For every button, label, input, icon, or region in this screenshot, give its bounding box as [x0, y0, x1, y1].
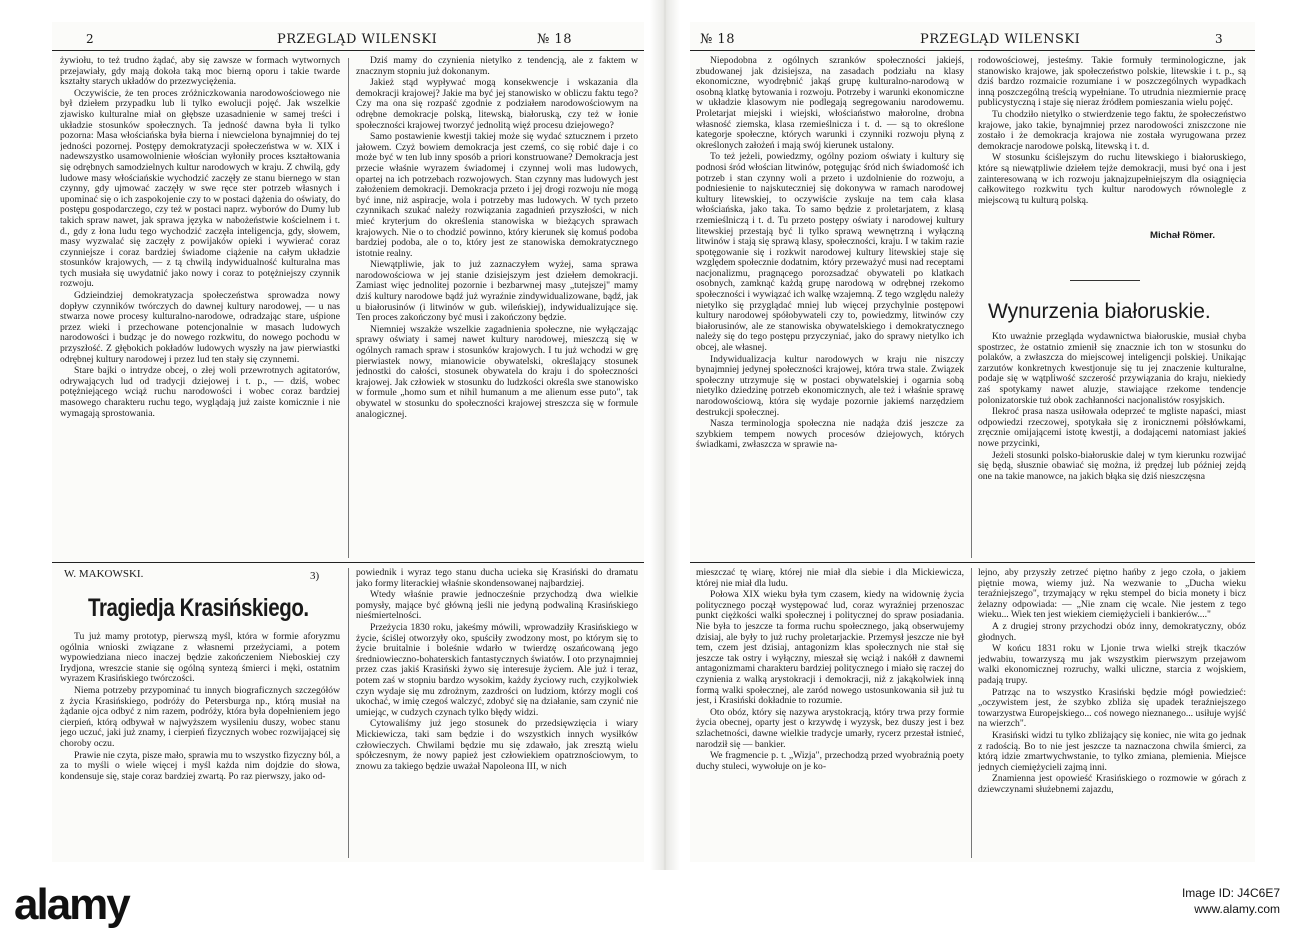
paragraph: Oczywiście, że ten proces zróżniczkowania narodowościowego nie był dziełem przypadku lub li tylko ewolucji pojęć. Jak wszelkie zjawisko kulturalne miał on głębsze uzasadnienie w samej treści i układzie stosunków społecznych. Ta jedność dawna była li tylko pozorna: Masa włościańska była bierna i niewcielona bynajmniej do tej jedności pozornej. Postępy demokratyzacji społeczeństwa w w. XIX i nadewszystko usamowolnienie włościan wyłoniły proces kształtowania się odrębnych samodzielnych kultur narodowych w kraju. Z chwilą, gdy ludowe masy włościańskie wychodzić zaczęły ze stanu biernego w stan czynny, gdy ujmować zaczęły w swe ręce ster potrzeb własnych i upominać się o ich zaspokojenie czy to w postaci dążenia do oświaty, do postępu gospodarczego, czy też w postaci naprz. wyborów do Dumy lub takich spraw nawet, jak sprawa języka w nabożeństwie kościelnem i t. d., gdy z łona ludu tego wychodzić zaczęła inteligencja, gdy, słowem, masy wyzwalać się zaczęły z powijaków opieki i wywierać coraz czynniejsze i coraz bardziej świadome ciążenie na całym układzie stosunków krajowych, — z tą chwilą indywidualność kulturalna mas tych musiała się uwydatnić jako nowy i coraz to potężniejszy czynnik rozwoju. [60, 87, 340, 290]
left-section-rule [52, 562, 644, 563]
article-signature: Michał Römer. [1150, 230, 1216, 241]
right-issue-number: № 18 [700, 32, 735, 47]
left-top-column-1 [60, 56, 340, 561]
paragraph: Indywidualizacja kultur narodowych w kraju nie niszczy bynajmniej jedynej społeczności krajowej, która trwa stale. Związek społeczny utrzymuje się w postaci obywatelskiej i ogarnia sobą nietylko dziedzinę potrzeb ekonomicznych, ale też i właśnie sprawę narodowościową, która się wydaje pozornie jakiemś narzędziem destrukcji społecznej. [696, 353, 964, 418]
stock-footer [0, 870, 1300, 940]
paragraph: lejno, aby przyszły zetrzeć piętno hańby z jego czoła, o jakiem piętnie mowa, wiemy już. Na wezwanie to „Ducha wieku teraźniejszego", trzymający w ręku stempel do bicia monety i bicz żelazny odpowiada: — „Nie znam cię wcale. Nie jestem z tego wieku... Wiek ten jest wiekiem ciemiężycieli i bankierów...." [978, 568, 1246, 621]
left-top-column-2 [356, 56, 638, 561]
paragraph: A z drugiej strony przychodzi obóz inny, demokratyczny, obóz głodnych. [978, 620, 1246, 643]
stock-id-line: Image ID: J4C6E7 [1181, 886, 1280, 900]
right-running-head [690, 32, 1255, 52]
paragraph: Tu chodziło nietylko o stwierdzenie tego faktu, że społeczeństwo krajowe, jako takie, bynajmniej przez narodowości zniszczone nie zostało i że demokracja krajowa nie została wyrugowana przez demokracje narodowe polską, litewską i t. d. [978, 108, 1246, 152]
paragraph: Wtedy właśnie prawie jednocześnie przychodzą dwa wielkie pomysły, mające być główną jeśli nie jedyną podwaliną Krasińskiego nieśmiertelności. [356, 589, 638, 622]
paragraph: Dziś mamy do czynienia nietylko z tendencją, ale z faktem w znacznym stopniu już dokonanym. [356, 56, 638, 77]
left-page [52, 22, 644, 862]
paragraph: Kto uważnie przegląda wydawnictwa białoruskie, musiał chyba spostrzec, że ostatnio zmienił się znacznie ich ton w stosunku do polaków, a zwłaszcza do miejscowej inteligencji polskiej. Unikając zarzutów konkretnych kwestjonuje się tu jej znaczenie kulturalne, podaje się w wątpliwość szczerość przywiązania do kraju, niekiedy zaś spotykamy nawet aluzje, stawiające rzekome tendencje polonizatorskie tuż obok zachłanności nacjonalistów rosyjskich. [978, 332, 1246, 406]
paragraph: Ilekroć prasa nasza usiłowała odeprzeć te mgliste napaści, miast odpowiedzi rzeczowej, spotykała się z ironicznemi półsłówkami, zręcznie omijającemi istotę kwestji, a dodającemi natomiast jakieś nowe przycinki, [978, 406, 1246, 449]
right-top-column-2-continued [978, 332, 1246, 560]
paragraph: Niepodobna z ogólnych szranków społeczności jakiejś, zbudowanej jak dzisiejsza, na zasadach podziału na klasy ekonomiczne, wyodrębnić jakąś grupę kulturalno-narodową w osobną klatkę bytowania i rozwoju. Potrzeby i warunki ekonomiczne w układzie klasowym nie podlegają segregowaniu narodowemu. Proletarjat miejski i wiejski, włościaństwo małorolne, drobna własność ziemska, klasa rzemieślnicza i t. d. — są to określone kategorje społeczne, których warunki i czynniki rozwoju płyną z określonych założeń i mają swój kierunek ustalony. [696, 56, 964, 151]
paragraph: Nasza terminologja społeczna nie nadąża dziś jeszcze za szybkiem tempem nowych procesów dziejowych, których świadkami, zwłaszcza w sprawie na- [696, 418, 964, 451]
paragraph: Znamienna jest opowieść Krasińskiego o rozmowie w górach z dziewczynami służebnemi zajazdu, [978, 773, 1246, 795]
paragraph: Stare bajki o intrydze obcej, o złej woli przewrotnych agitatorów, odrywających lud od tradycji dziejowej i t. p., — dziś, wobec potężniejącego wciąż ruchu narodowości i wobec coraz bardziej masowego charakteru ruchu tego, wyglądają już zaiste komicznie i nie wymagają sprostowania. [60, 365, 340, 419]
paragraph: Niewątpliwie, jak to już zaznaczyłem wyżej, sama sprawa narodowościowa w jej stanie dzisiejszym jest dziełem demokracji. Zamiast więc jednolitej pozornie i bezbarwnej masy „tutejszej" mamy dziś kultury narodowe bądź już wyraźnie zindywidualizowane, bądź, jak u białorusinów (i litwinów w gub. wileńskiej), indywidualizujące się. Ten proces zakończony być musi i zakończony będzie. [356, 259, 638, 324]
paragraph: We fragmencie p. t. „Wizja", przechodzą przed wyobraźnią poety duchy stuleci, wywołuje on je ko- [696, 750, 964, 772]
left-top-column-divider [348, 58, 349, 558]
paragraph: To też jeżeli, powiedzmy, ogólny poziom oświaty i kultury się podnosi śród włościan litwinów, potęgując śród nich świadomość ich potrzeb i stan czynny woli a przeto i uzdolnienie do rozwoju, a podniesienie to najskuteczniej się dokonywa w ramach narodowej kultury litewskiej, to oczywiście zyskuje na tem cała klasa włościańska, jako taka. To samo będzie z proletarjatem, z klasą rzemieślniczą i t. d. Tu przeto postępy oświaty i narodowej kultury litewskiej przestają być li tylko sprawą wewnętrzną i wyłączną litwinów i stają się sprawą klasy, społeczności, kraju. I w takim razie spotęgowanie się i rozkwit narodowej kultury litewskiej staje się względem społecznie dodatnim, który przeważyć musi nad receptami nacjonalizmu, pragnącego porozsadzać obywateli po klatkach osobnych, zamknąć każdą grupę narodową w odrębnej rzekomo społeczności i wywiązać ich walkę wzajemną. Z tego względu należy nietylko się przyglądać mniej lub więcej przychylnie postępowi kultury narodowej spółobywateli czy to, powiedzmy, litwinów czy białorusinów, ale ze stanowiska obywatelskiego i demokratycznego należy się do tego postępu przyczyniać, jako do sprawy nietylko ich obcej, ale własnej. [696, 151, 964, 354]
paragraph: Samo postawienie kwestji takiej może się wydać sztucznem i przeto jałowem. Czyż bowiem demokracja jest czemś, co się robić daje i co może być w ten lub inny sposób a priori konstruowane? Demokracja jest przecie właśnie wyrazem świadomej i czynnej woli mas ludowych, opartej na ich potrzebach rozwojowych. Stan czynny mas ludowych jest założeniem demokracji. Demokracja przeto i jej drogi rozwoju nie mogą być inne, niż aspiracje, wola i potrzeby mas ludowych. W tych przeto czynnikach szukać należy rozwiązania zagadnień przyszłości, w nich mieć kryterjum do określenia stanowiska w bieżących sprawach krajowych. Nie o to chodzić powinno, który kierunek się komuś podoba bardziej podoba, ale o to, który jest ze stanowiska demokratycznego istotnie realny. [356, 131, 638, 259]
left-bottom-column-2 [356, 568, 638, 858]
article-author: W. MAKOWSKI. [64, 568, 144, 580]
right-top-column-divider [971, 58, 972, 558]
paragraph: Prawie nie czyta, pisze mało, sprawia mu to wszystko fizyczny ból, a za to myśli o wiele więcej i myśl każda nim dojdzie do słowa, kondensuje się, staje coraz bardziej zwartą. Po raz pierwszy, jako od- [60, 749, 340, 782]
right-head-rule [690, 50, 1255, 51]
right-bottom-column-divider [971, 568, 972, 858]
paragraph: powiednik i wyraz tego stanu ducha ucieka się Krasiński do dramatu jako formy literackiej właśnie skondensowanej najbardziej. [356, 568, 638, 589]
right-top-column-2 [978, 56, 1246, 226]
paragraph: Jeżeli stosunki polsko-białoruskie dalej w tym kierunku rozwijać się będą, słusznie obawiać się można, iż prędzej lub później zejdą one na takie manowce, na jakich błąka się dziś nieszczęsna [978, 449, 1246, 482]
stock-image-id [1182, 885, 1280, 917]
paragraph: Niemniej wszakże wszelkie zagadnienia społeczne, nie wyłączając sprawy oświaty i samej nawet kultury narodowej, mieszczą się w ogólnych ramach spraw i stosunków krajowych. I tu już wchodzi w grę pierwiastek nowy, mianowicie obywatelski, określający stosunek jednostki do całości, stosunek obywatela do kraju i do społeczności krajowej. Jak człowiek w stosunku do ludzkości określa swe stanowisko w formule „homo sum et nihil humanum a me alienum esse puto", tak obywatel w stosunku do społeczności krajowej streszcza się w formule analogicznej. [356, 323, 638, 420]
article-part-number: 3) [310, 570, 320, 582]
stock-logo: alamy [14, 880, 129, 929]
paragraph: Patrząc na to wszystko Krasiński będzie mógł powiedzieć: „oczywistem jest, że szybko zbliża się upadek teraźniejszego towarzystwa Europejskiego... coś nowego nieznanego... usiłuje wyjść na wierzch". [978, 686, 1246, 730]
left-bottom-column-1 [60, 632, 340, 858]
left-issue-number: № 18 [537, 32, 572, 47]
paragraph: mieszczać tę wiarę, której nie miał dla siebie i dla Mickiewicza, której nie miał dla ludu. [696, 568, 964, 589]
paragraph: Jakież stąd wypływać mogą konsekwencje i wskazania dla demokracji krajowej? Jakie ma być jej stanowisko w obliczu faktu tego? Czy ma ona się rozpaść zgodnie z podziałem narodowościowym na odrębne demokracje polską, litewską, białoruską, czy też w łonie społeczności krajowej tworzyć jednolitą więź procesu dziejowego? [356, 77, 638, 131]
paragraph: rodowościowej, jesteśmy. Takie formuły terminologiczne, jak stanowisko krajowe, jak społeczeństwo polskie, litewskie i t. p., są dziś bardzo rozmaicie rozumiane i w poszczególnych wypadkach inną poszczególną treścią wypełniane. To utrudnia niezmiernie pracę publicystyczną i staje się nieraz źródłem pomieszania wielu pojęć. [978, 56, 1246, 109]
left-bottom-column-divider [348, 568, 349, 858]
right-top-column-1 [696, 56, 964, 561]
left-page-number: 2 [86, 32, 95, 46]
stock-url-line: www.alamy.com [1194, 902, 1280, 916]
paragraph: W końcu 1831 roku w Ljonie trwa wielki strejk tkaczów jedwabiu, towarzyszą mu jak wszystkim pierwszym przejawom walki ekonomicznej rozruchy, walki uliczne, starcia z wojskiem, padają trupy. [978, 643, 1246, 686]
paragraph: Niema potrzeby przypominać tu innych biograficznych szczegółów z życia Krasińskiego, podróży do Petersburga np., którą musiał na żądanie ojca odbyć z nim razem, podróży, która była dopełnieniem jego cierpień, którą odbywał w najwyższem wysileniu duszy, wobec stanu jego uczuć, jaki już znamy, i cierpień fizycznych wobec rozwijającej się choroby oczu. [60, 684, 340, 749]
paragraph: Przeżycia 1830 roku, jakeśmy mówili, wprowadziły Krasińskiego w życie, ściślej otworzyły oko, spuściły zwodzony most, po którym się to życie bruitalnie i boleśnie wdarło w twierdzę oszańcowaną jego średniowieczno-bohaterskich fantastycznych światów. I oto przynajmniej przez czas jakiś Krasiński żywo się interesuje życiem. Ale już i teraz, potem zaś w stopniu bardzo wysokim, każdy życiowy ruch, czyjkolwiek czyn wydaje się mu zdrożnym, zazdrości on ludziom, którzy mogli coś ukochać, w imię czegoś walczyć, zdobyć się na działanie, sam czynić nie umiejąc, w cudzych czynach tylko błędy widzi. [356, 621, 638, 718]
right-masthead: PRZEGLĄD WILENSKI [920, 32, 1081, 47]
right-page-number: 3 [1215, 32, 1224, 46]
right-bottom-column-2 [978, 568, 1246, 858]
paragraph: Tu już mamy prototyp, pierwszą myśl, która w formie aforyzmu ogólnia wnioski związane z własnemi przeżyciami, a potem wypowiedziana nieco inaczej będzie zakończeniem Nieboskiej czy Irydjona, wreszcie stanie się ogólną syntezą śmierci i męki, ostatnim wyrazem Krasińskiego twórczości. [60, 632, 340, 685]
paragraph: Gdzieindziej demokratyzacja społeczeństwa sprowadza nowy dopływ czynników twórczych do dawnej kultury narodowej, — u nas stwarza nowe procesy kulturalno-narodowe, odradzając stare, uśpione przez wieki i przechowane potencjonalnie w masach ludowych narodowości i budząc je do nowego rozkwitu, do nowego pochodu w przyszłość. Z głębokich pokładów ludowych wyszły na jaw pierwiastki odrębnej kultury narodowej i przez lud ten stały się czynnemi. [60, 290, 340, 365]
article-end-rule [1070, 280, 1140, 281]
left-head-rule [52, 50, 644, 51]
paragraph: żywiołu, to też trudno żądać, aby się zawsze w formach wytwornych przejawiały, gdy mają dokoła taką moc bierną oporu i takie twarde kształty starych układów do przezwyciężenia. [60, 56, 340, 88]
right-page [690, 22, 1255, 862]
book-gutter [650, 0, 680, 870]
right-bottom-column-1 [696, 568, 964, 858]
left-running-head [52, 32, 644, 52]
paragraph: Krasiński widzi tu tylko zbliżający się koniec, nie wita go jednak z radością. Bo to nie jest jeszcze ta naznaczona chwila śmierci, za którą idzie zmartwychwstanie, to tylko zmiana, plemienia. Miejsce jednych ciemiężycieli zajmą inni. [978, 729, 1246, 773]
paragraph: Połowa XIX wieku była tym czasem, kiedy na widownię życia politycznego począł występować lud, coraz wyraźniej przenoszac punkt ciężkości walki społecznej i politycznej do spraw posiadania. Nie była to jeszcze ta forma ruchu społecznego, jaką obserwujemy dzisiaj, ale były to już ruchy proletarjackie. Przemysł jeszcze nie był tem, czem jest dzisiaj, antagonizm klas społecznych nie stał się jeszcze tak ostry i wyłączny, mieszał się wciąż i nakółł z dawnemi antagonizmami charakteru bardziej politycznego i miało się raczej do czynienia z walką arystokracji i demokracji, niż z jakąkolwiek inną formą walki społecznej, ale zaród nowego ustosunkowania sił już tu jest, i Krasiński dokładnie to rozumie. [696, 589, 964, 707]
paragraph: Cytowaliśmy już jego stosunek do przedsięwzięcia i wiary Mickiewicza, taki sam będzie i do wszystkich innych wysiłków człowieczych. Chwilami będzie mu się zdawało, jak zresztą wielu spółczesnym, że nowy papież jest człowiekiem opatrznościowym, to znowu za takiego będzie uważał Napoleona III, w nich [356, 718, 638, 772]
paragraph: W stosunku ściślejszym do ruchu litewskiego i białoruskiego, które są niewątpliwie dziełem tejże demokracji, musi być ona i jest zainteresowaną w ich rozwoju jaknajzupełniejszym dla osiągnięcia całkowitego rozkwitu tych kultur narodowych równolegle z miejscową tu kulturą polską. [978, 152, 1246, 206]
headline: Wynurzenia białoruskie. [988, 300, 1211, 323]
article-title: Tragiedja Krasińskiego. [88, 594, 309, 622]
left-masthead: PRZEGLĄD WILENSKI [277, 32, 438, 47]
right-section-rule [690, 562, 1255, 563]
paragraph: Oto obóz, który się nazywa arystokracją, który trwa przy formie życia obecnej, oparty jest o krzywdę i wyzysk, bez duszy jest i bez szlachetności, dawne wielkie tradycje umarły, rycerz przestał istnieć, narodził się — bankier. [696, 706, 964, 750]
